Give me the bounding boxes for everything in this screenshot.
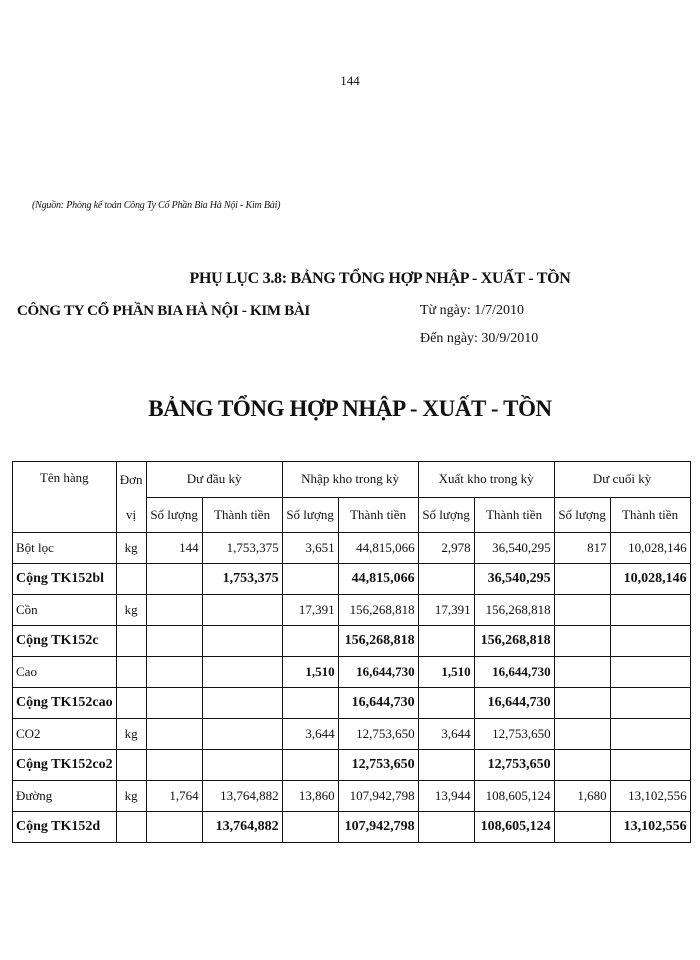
cell-out-amt: 156,268,818 bbox=[474, 626, 554, 657]
cell-name: Cồn bbox=[13, 595, 117, 626]
header-close-qty: Số lượng bbox=[554, 497, 610, 533]
header-group-closing: Dư cuối kỳ bbox=[554, 462, 690, 498]
subtotal-row bbox=[13, 812, 691, 843]
cell-close-qty bbox=[554, 750, 610, 781]
cell-open-amt bbox=[202, 719, 282, 750]
table-title: BẢNG TỔNG HỢP NHẬP - XUẤT - TỒN bbox=[148, 396, 552, 421]
header-group-import: Nhập kho trong kỳ bbox=[282, 462, 418, 498]
cell-in-amt: 44,815,066 bbox=[338, 564, 418, 595]
subtotal-row bbox=[13, 626, 691, 657]
cell-open-qty bbox=[146, 719, 202, 750]
cell-out-amt: 108,605,124 bbox=[474, 781, 554, 812]
cell-out-amt: 12,753,650 bbox=[474, 750, 554, 781]
appendix-title: PHỤ LỤC 3.8: BẢNG TỔNG HỢP NHẬP - XUẤT - TỒN bbox=[189, 270, 571, 287]
cell-in-amt: 44,815,066 bbox=[338, 533, 418, 564]
cell-close-amt bbox=[610, 657, 690, 688]
cell-open-amt: 13,764,882 bbox=[202, 812, 282, 843]
header-group-export: Xuất kho trong kỳ bbox=[418, 462, 554, 498]
cell-close-amt: 13,102,556 bbox=[610, 781, 690, 812]
inventory-summary-table-container bbox=[12, 461, 691, 843]
cell-unit: kg bbox=[116, 781, 146, 812]
cell-unit bbox=[116, 750, 146, 781]
cell-open-qty bbox=[146, 564, 202, 595]
cell-name: Cộng TK152bl bbox=[13, 564, 117, 595]
cell-unit: kg bbox=[116, 719, 146, 750]
header-unit-line2: vị bbox=[116, 497, 146, 533]
subtotal-row bbox=[13, 564, 691, 595]
cell-open-qty: 1,764 bbox=[146, 781, 202, 812]
cell-open-qty: 144 bbox=[146, 533, 202, 564]
header-in-amount: Thành tiền bbox=[338, 497, 418, 533]
cell-open-qty bbox=[146, 812, 202, 843]
cell-unit bbox=[116, 688, 146, 719]
cell-close-qty: 817 bbox=[554, 533, 610, 564]
cell-out-qty bbox=[418, 688, 474, 719]
cell-out-qty: 3,644 bbox=[418, 719, 474, 750]
cell-close-amt: 10,028,146 bbox=[610, 533, 690, 564]
cell-open-amt bbox=[202, 688, 282, 719]
cell-close-amt bbox=[610, 626, 690, 657]
header-open-qty: Số lượng bbox=[146, 497, 202, 533]
table-row bbox=[13, 781, 691, 812]
table-row bbox=[13, 719, 691, 750]
header-unit-line1: Đơn bbox=[116, 462, 146, 498]
header-out-amount: Thành tiền bbox=[474, 497, 554, 533]
cell-close-qty bbox=[554, 719, 610, 750]
cell-close-amt bbox=[610, 688, 690, 719]
cell-out-qty: 2,978 bbox=[418, 533, 474, 564]
cell-close-qty bbox=[554, 812, 610, 843]
cell-open-qty bbox=[146, 626, 202, 657]
cell-in-amt: 16,644,730 bbox=[338, 657, 418, 688]
cell-in-qty: 3,644 bbox=[282, 719, 338, 750]
cell-unit bbox=[116, 564, 146, 595]
cell-close-amt: 13,102,556 bbox=[610, 812, 690, 843]
header-row-groups bbox=[13, 462, 691, 498]
header-out-qty: Số lượng bbox=[418, 497, 474, 533]
cell-name: Cộng TK152c bbox=[13, 626, 117, 657]
cell-out-qty bbox=[418, 564, 474, 595]
cell-out-qty bbox=[418, 750, 474, 781]
cell-open-amt bbox=[202, 626, 282, 657]
cell-unit: kg bbox=[116, 595, 146, 626]
cell-name: Cộng TK152d bbox=[13, 812, 117, 843]
cell-in-qty bbox=[282, 688, 338, 719]
inventory-summary-table bbox=[12, 461, 691, 843]
cell-open-amt bbox=[202, 750, 282, 781]
cell-name: Cộng TK152co2 bbox=[13, 750, 117, 781]
cell-unit: kg bbox=[116, 533, 146, 564]
cell-open-qty bbox=[146, 657, 202, 688]
cell-in-qty: 13,860 bbox=[282, 781, 338, 812]
table-header bbox=[13, 462, 691, 533]
page-number: 144 bbox=[340, 73, 360, 88]
cell-in-amt: 12,753,650 bbox=[338, 719, 418, 750]
cell-in-amt: 156,268,818 bbox=[338, 595, 418, 626]
cell-unit bbox=[116, 626, 146, 657]
header-open-amount: Thành tiền bbox=[202, 497, 282, 533]
cell-close-amt: 10,028,146 bbox=[610, 564, 690, 595]
cell-close-qty bbox=[554, 595, 610, 626]
cell-in-amt: 156,268,818 bbox=[338, 626, 418, 657]
cell-name: Đường bbox=[13, 781, 117, 812]
cell-name: Cộng TK152cao bbox=[13, 688, 117, 719]
cell-open-amt: 13,764,882 bbox=[202, 781, 282, 812]
date-from: Từ ngày: 1/7/2010 bbox=[420, 303, 525, 318]
cell-close-qty: 1,680 bbox=[554, 781, 610, 812]
table-row bbox=[13, 533, 691, 564]
cell-in-amt: 16,644,730 bbox=[338, 688, 418, 719]
cell-in-amt: 12,753,650 bbox=[338, 750, 418, 781]
cell-close-amt bbox=[610, 595, 690, 626]
header-in-qty: Số lượng bbox=[282, 497, 338, 533]
cell-out-qty bbox=[418, 812, 474, 843]
subtotal-row bbox=[13, 688, 691, 719]
header-group-opening: Dư đầu kỳ bbox=[146, 462, 282, 498]
cell-out-qty bbox=[418, 626, 474, 657]
cell-in-qty bbox=[282, 750, 338, 781]
cell-close-qty bbox=[554, 626, 610, 657]
cell-unit bbox=[116, 812, 146, 843]
cell-unit bbox=[116, 657, 146, 688]
table-body bbox=[13, 533, 691, 843]
cell-out-amt: 108,605,124 bbox=[474, 812, 554, 843]
cell-out-amt: 36,540,295 bbox=[474, 564, 554, 595]
cell-in-qty: 1,510 bbox=[282, 657, 338, 688]
cell-open-amt: 1,753,375 bbox=[202, 564, 282, 595]
cell-out-amt: 16,644,730 bbox=[474, 688, 554, 719]
cell-name: CO2 bbox=[13, 719, 117, 750]
cell-close-amt bbox=[610, 750, 690, 781]
cell-open-qty bbox=[146, 750, 202, 781]
header-close-amount: Thành tiền bbox=[610, 497, 690, 533]
cell-open-amt bbox=[202, 657, 282, 688]
cell-out-amt: 12,753,650 bbox=[474, 719, 554, 750]
cell-in-qty bbox=[282, 626, 338, 657]
cell-in-amt: 107,942,798 bbox=[338, 781, 418, 812]
cell-in-qty bbox=[282, 564, 338, 595]
cell-out-amt: 36,540,295 bbox=[474, 533, 554, 564]
cell-close-qty bbox=[554, 657, 610, 688]
cell-open-qty bbox=[146, 595, 202, 626]
cell-open-amt: 1,753,375 bbox=[202, 533, 282, 564]
cell-out-amt: 156,268,818 bbox=[474, 595, 554, 626]
cell-out-qty: 1,510 bbox=[418, 657, 474, 688]
source-note: (Nguồn: Phòng kế toán Công Ty Cổ Phần Bia Hà Nội - Kim Bài) bbox=[32, 200, 281, 211]
cell-out-amt: 16,644,730 bbox=[474, 657, 554, 688]
cell-open-amt bbox=[202, 595, 282, 626]
cell-name: Bột lọc bbox=[13, 533, 117, 564]
cell-close-qty bbox=[554, 688, 610, 719]
cell-in-qty: 3,651 bbox=[282, 533, 338, 564]
cell-open-qty bbox=[146, 688, 202, 719]
subtotal-row bbox=[13, 750, 691, 781]
cell-in-qty: 17,391 bbox=[282, 595, 338, 626]
cell-in-amt: 107,942,798 bbox=[338, 812, 418, 843]
table-row bbox=[13, 595, 691, 626]
table-row bbox=[13, 657, 691, 688]
header-item-name: Tên hàng bbox=[13, 462, 117, 533]
cell-out-qty: 13,944 bbox=[418, 781, 474, 812]
date-to: Đến ngày: 30/9/2010 bbox=[420, 331, 539, 346]
cell-close-amt bbox=[610, 719, 690, 750]
cell-out-qty: 17,391 bbox=[418, 595, 474, 626]
cell-in-qty bbox=[282, 812, 338, 843]
cell-name: Cao bbox=[13, 657, 117, 688]
company-name: CÔNG TY CỔ PHẦN BIA HÀ NỘI - KIM BÀI bbox=[17, 303, 310, 319]
cell-close-qty bbox=[554, 564, 610, 595]
